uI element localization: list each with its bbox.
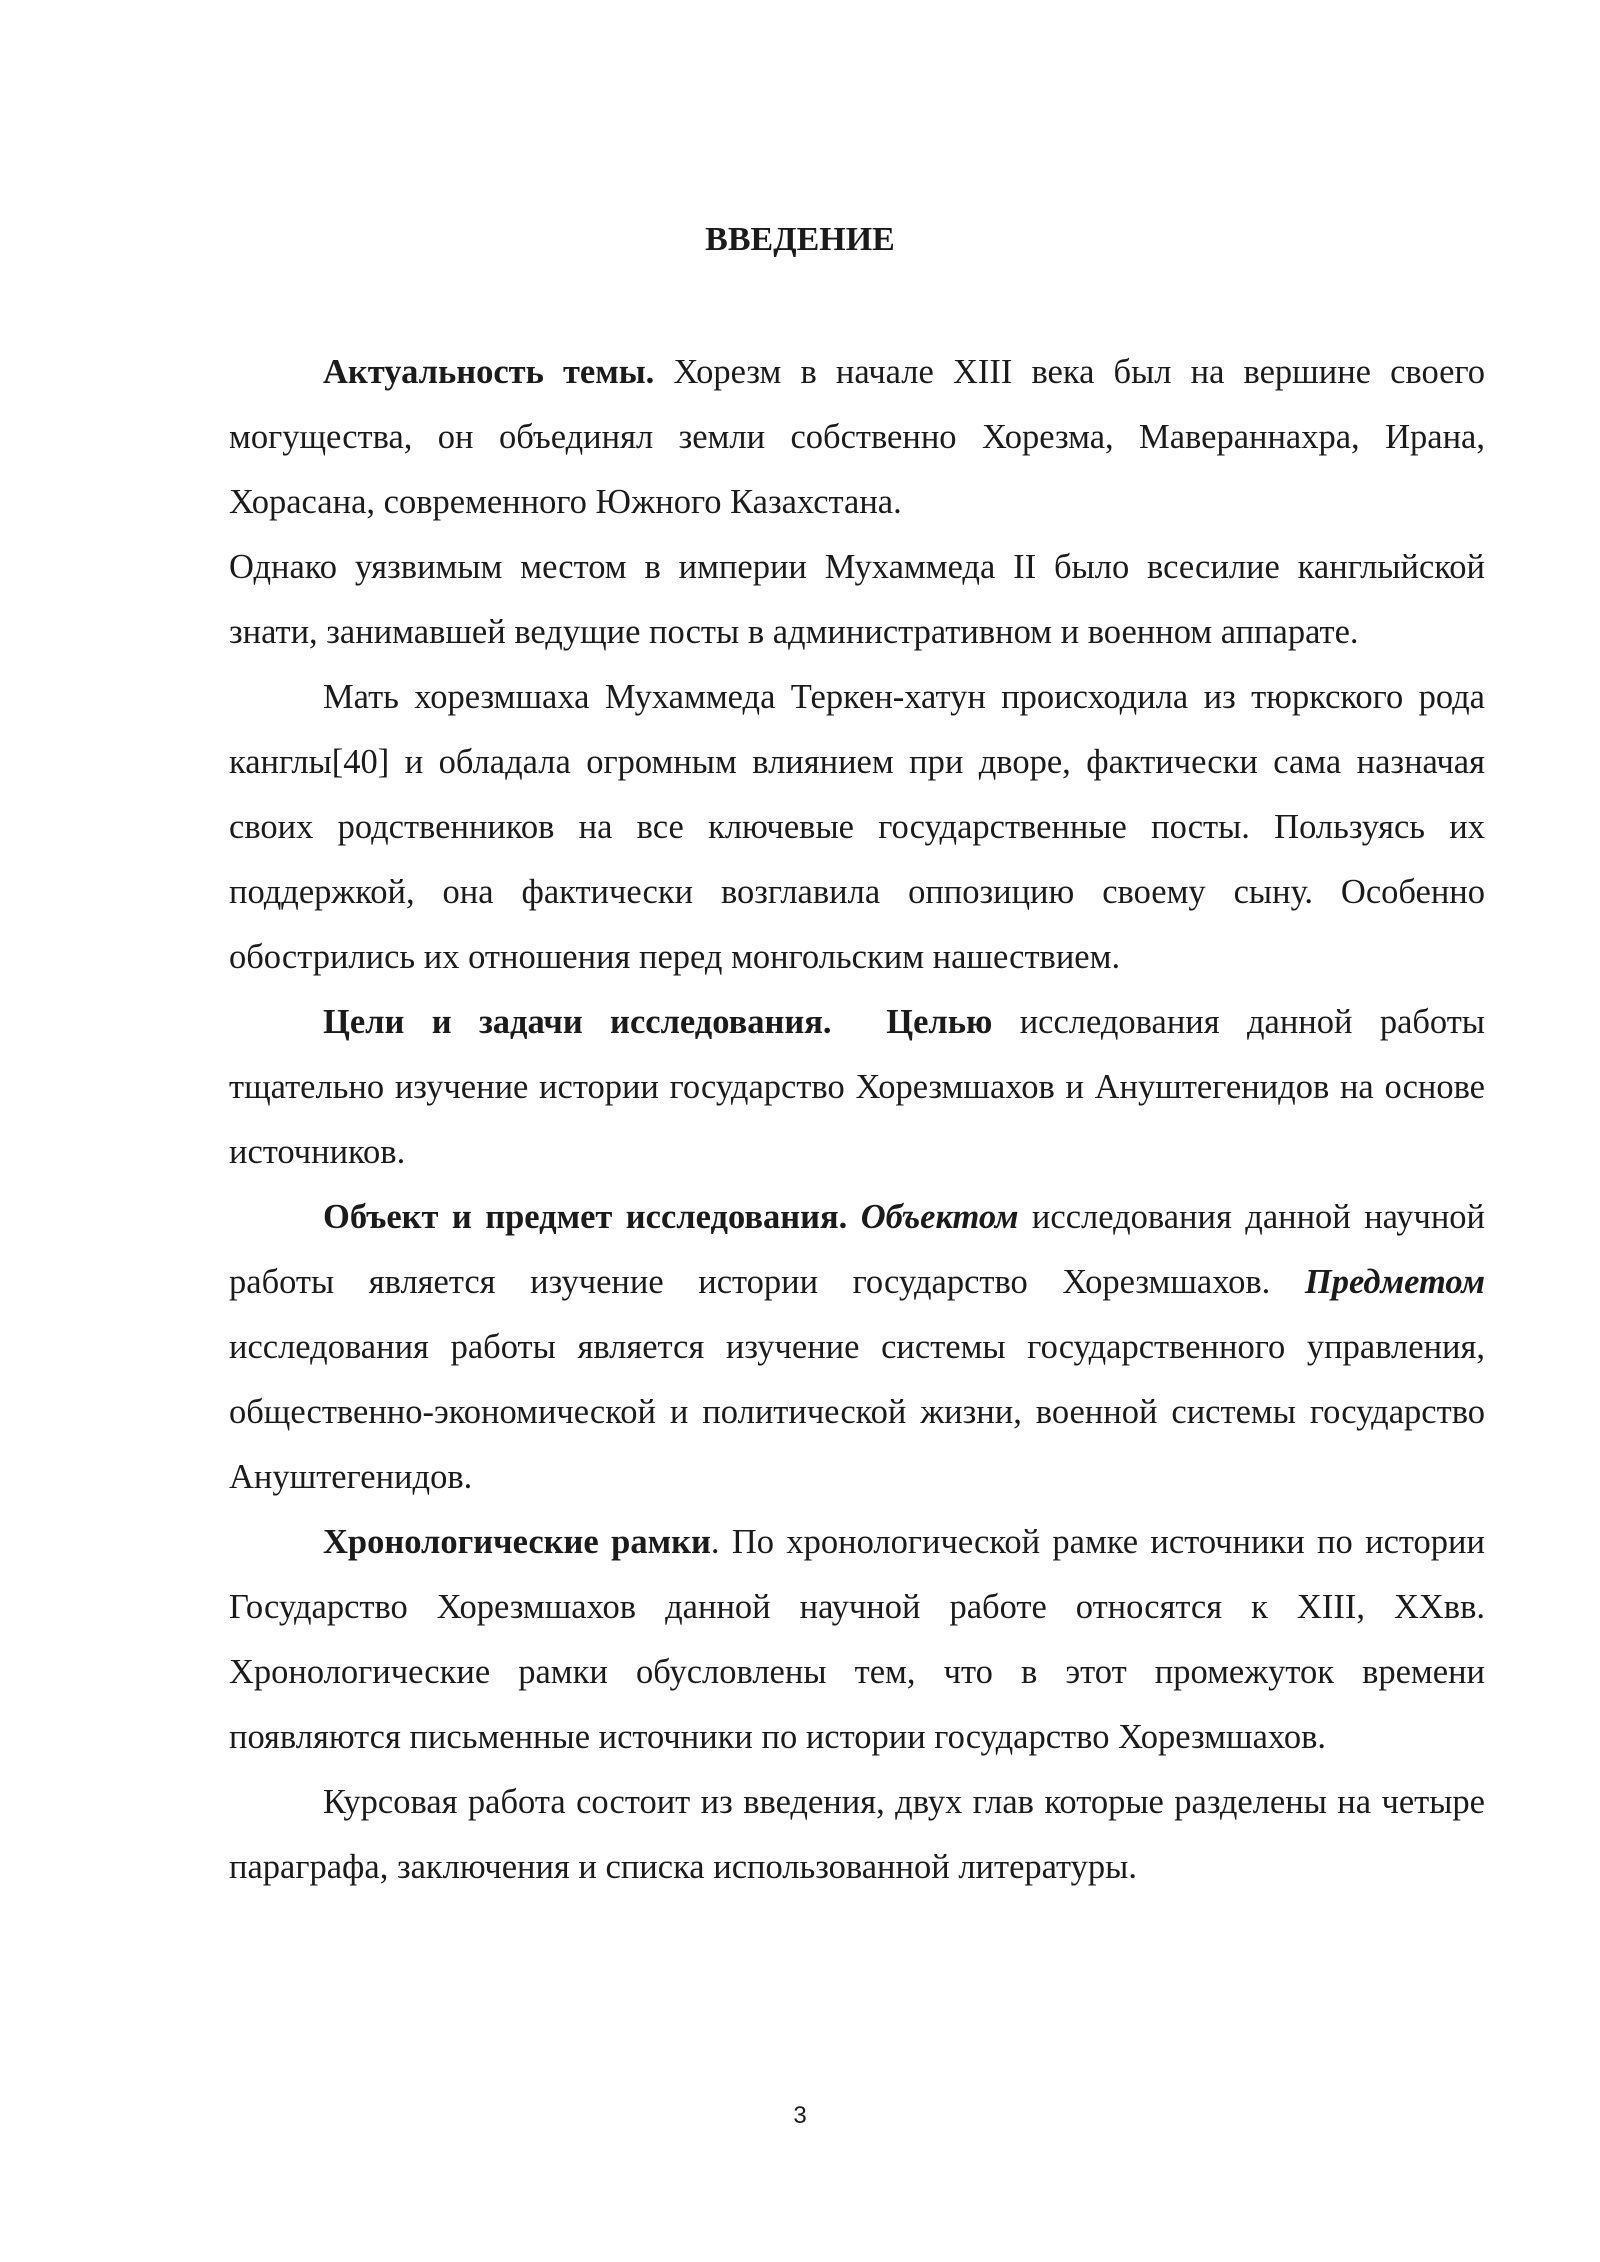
paragraph-text: Мать хорезмшаха Мухаммеда Теркен-хатун происходила из тюркского рода канглы[40] и обладала огромным влиянием при дворе, фактически сама назначая своих родственников на все ключевые государственные посты. Пользуясь их поддержкой, она фактически возглавила оппозицию своему сыну. Особенно обострились их отношения перед монгольским нашествием. <box>229 678 1485 976</box>
paragraph-goals <box>229 990 1485 1185</box>
paragraph-structure <box>229 1770 1485 1900</box>
paragraph-term-subject: Предметом <box>1304 1263 1485 1301</box>
paragraph-term: Целью <box>886 1003 993 1041</box>
paragraph-text: исследования работы является изучение системы государственного управления, общественно-экономической и политической жизни, военной системы государство Ануштегенидов. <box>229 1328 1485 1496</box>
paragraph-lead: Цели и задачи исследования. <box>323 1003 832 1041</box>
paragraph-text: Однако уязвимым местом в империи Мухаммеда II было всесилие канглыйской знати, занимавшей ведущие посты в административном и военном аппарате. <box>229 548 1485 651</box>
paragraph-text: Курсовая работа состоит из введения, двух глав которые разделены на четыре параграфа, заключения и списка использованной литературы. <box>229 1783 1485 1886</box>
paragraph-text: исследования данной научной работы является изучение истории государство Хорезмшахов. <box>229 1198 1486 1301</box>
paragraph-text: . По хронологической рамке источники по истории Государство Хорезмшахов данной научной работе относятся к XIII, XXвв. Хронологические рамки обусловлены тем, что в этот промежуток времени появляются письменные источники по истории государство Хорезмшахов. <box>229 1523 1485 1756</box>
paragraph-object-subject <box>229 1185 1485 1510</box>
paragraph-lead: Объект и предмет исследования. <box>323 1198 848 1236</box>
paragraph-chronology <box>229 1510 1485 1770</box>
paragraph-lead: Хронологические рамки <box>323 1523 711 1561</box>
paragraph-text: Хорезм в начале XIII века был на вершине своего могущества, он объединял земли собственно Хорезма, Мавераннахра, Ирана, Хорасана, современного Южного Казахстана. <box>229 353 1485 521</box>
document-body <box>229 340 1485 1900</box>
paragraph-terken-khatun <box>229 665 1485 990</box>
paragraph-weakness <box>229 535 1485 665</box>
paragraph-relevance <box>229 340 1485 535</box>
paragraph-text: исследования данной работы тщательно изучение истории государство Хорезмшахов и Ануштегенидов на основе источников. <box>229 1003 1485 1171</box>
paragraph-term-object: Объектом <box>860 1198 1019 1236</box>
page-title: ВВЕДЕНИЕ <box>705 221 895 258</box>
paragraph-lead: Актуальность темы. <box>323 353 655 391</box>
page-number: 3 <box>793 2102 807 2129</box>
